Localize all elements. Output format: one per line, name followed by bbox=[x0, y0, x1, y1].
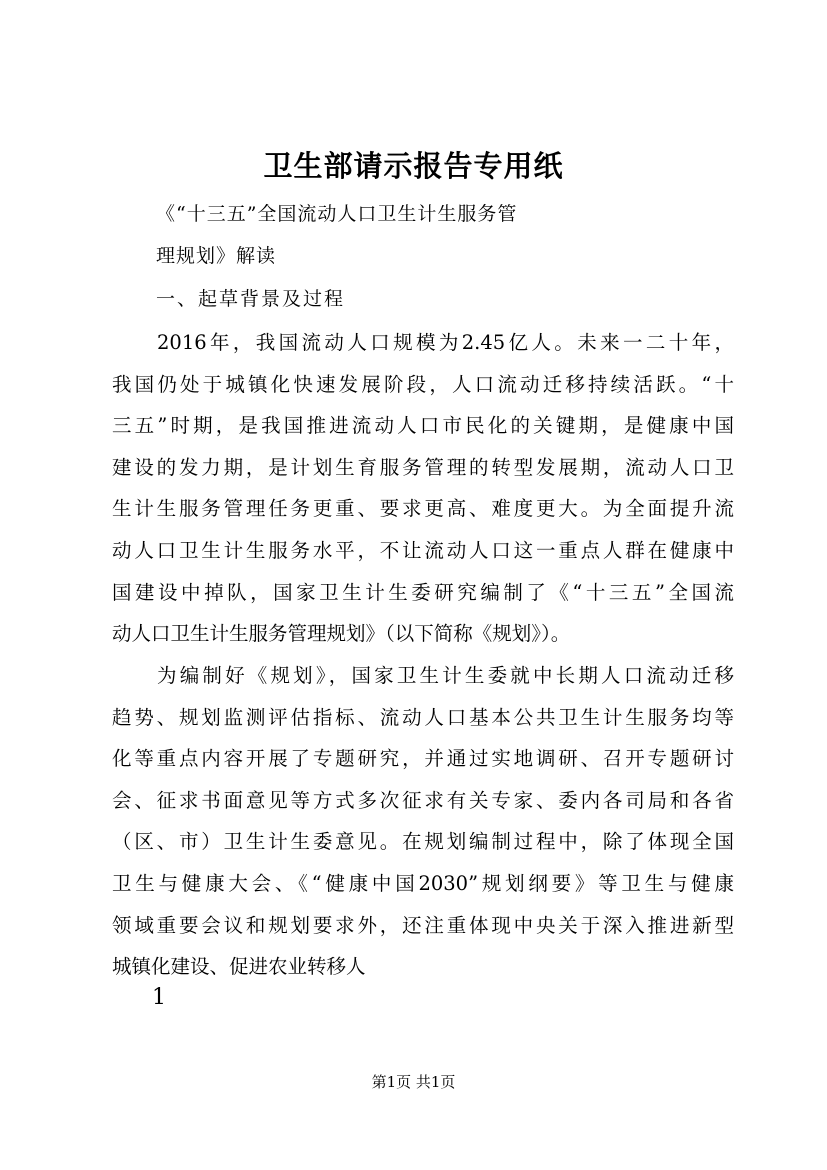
paragraph-line: 建设的发力期，是计划生育服务管理的转型发展期，流动人口卫 bbox=[112, 455, 734, 479]
page-number: 1 bbox=[152, 985, 166, 1010]
paragraph-line: 为编制好《规划》，国家卫生计生委就中长期人口流动迁移 bbox=[157, 664, 734, 687]
paragraph-line: （区、市）卫生计生委意见。在规划编制过程中，除了体现全国 bbox=[112, 830, 734, 854]
paragraph-line: 化等重点内容开展了专题研究，并通过实地调研、召开专题研讨 bbox=[112, 747, 734, 771]
page-footer: 第1页 共1页 bbox=[371, 1073, 456, 1091]
paragraph-line: 领域重要会议和规划要求外，还注重体现中央关于深入推进新型 bbox=[112, 913, 734, 937]
paragraph-2 bbox=[112, 655, 734, 988]
paragraph-line: 卫生与健康大会、《“健康中国2030”规划纲要》等卫生与健康 bbox=[112, 871, 734, 895]
document-subtitle-line-2: 理规划》解读 bbox=[156, 245, 277, 267]
paragraph-line: 2016年，我国流动人口规模为2.45亿人。未来一二十年， bbox=[157, 331, 734, 354]
section-heading: 一、起草背景及过程 bbox=[156, 288, 346, 310]
paragraph-line: 国建设中掉队，国家卫生计生委研究编制了《“十三五”全国流 bbox=[112, 580, 734, 604]
paragraph-line: 动人口卫生计生服务管理规划》（以下简称《规划》）。 bbox=[112, 622, 571, 646]
paragraph-line: 会、征求书面意见等方式多次征求有关专家、委内各司局和各省 bbox=[112, 788, 734, 812]
paragraph-line: 趋势、规划监测评估指标、流动人口基本公共卫生计生服务均等 bbox=[112, 705, 734, 729]
paragraph-line: 我国仍处于城镇化快速发展阶段，人口流动迁移持续活跃。“十 bbox=[112, 372, 734, 396]
paragraph-line: 三五”时期，是我国推进流动人口市民化的关键期，是健康中国 bbox=[112, 414, 734, 438]
document-title: 卫生部请示报告专用纸 bbox=[263, 149, 564, 183]
paragraph-1 bbox=[112, 322, 734, 655]
paragraph-line: 动人口卫生计生服务水平，不让流动人口这一重点人群在健康中 bbox=[112, 538, 734, 562]
paragraph-line: 城镇化建设、促进农业转移人 bbox=[112, 955, 366, 979]
paragraph-line: 生计生服务管理任务更重、要求更高、难度更大。为全面提升流 bbox=[112, 497, 734, 521]
document-subtitle-line-1: 《“十三五”全国流动人口卫生计生服务管 bbox=[156, 203, 518, 225]
